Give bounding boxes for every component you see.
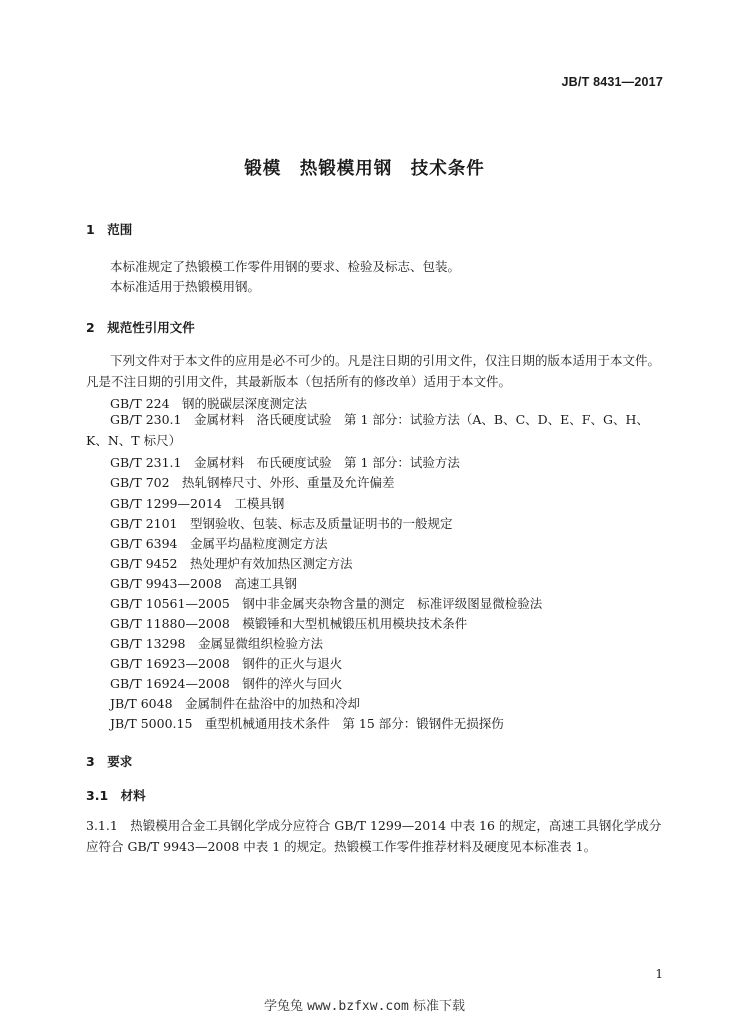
reference-item: GB/T 9943—2008 高速工具钢 (110, 576, 297, 591)
reference-item: GB/T 1299—2014 工模具钢 (110, 496, 285, 511)
section-1-heading: 1 范围 (86, 222, 133, 237)
footer-site-name: 学兔兔 (263, 999, 303, 1014)
footer-url[interactable]: www.bzfxw.com (307, 999, 409, 1014)
reference-item: GB/T 9452 热处理炉有效加热区测定方法 (110, 556, 353, 571)
reference-item: GB/T 2101 型钢验收、包装、标志及质量证明书的一般规定 (110, 516, 453, 531)
section-2-intro: 下列文件对于本文件的应用是必不可少的。凡是注日期的引用文件，仅注日期的版本适用于本文件。凡是不注日期的引用文件，其最新版本（包括所有的修改单）适用于本文件。 (86, 353, 661, 389)
footer-tagline: 标准下载 (413, 999, 466, 1014)
reference-item: GB/T 11880—2008 模锻锤和大型机械锻压机用模块技术条件 (110, 616, 468, 631)
reference-item: GB/T 231.1 金属材料 布氏硬度试验 第 1 部分：试验方法 (110, 455, 460, 470)
reference-item: GB/T 224 钢的脱碳层深度测定法 (110, 396, 308, 411)
section-3-1-heading: 3.1 材料 (86, 788, 146, 803)
reference-item: JB/T 6048 金属制件在盐浴中的加热和冷却 (110, 696, 361, 711)
reference-item: GB/T 6394 金属平均晶粒度测定方法 (110, 536, 328, 551)
section-1-paragraph-2: 本标准适用于热锻模用钢。 (110, 279, 261, 294)
reference-item: GB/T 16924—2008 钢件的淬火与回火 (110, 676, 343, 691)
footer-watermark[interactable] (0, 995, 729, 1014)
reference-item: GB/T 230.1 金属材料 洛氏硬度试验 第 1 部分：试验方法（A、B、C、D、E、F、G、H、K、N、T 标尺） (86, 412, 649, 448)
section-2-heading: 2 规范性引用文件 (86, 320, 195, 335)
standard-number: JB/T 8431—2017 (561, 75, 663, 89)
clause-3-1-1: 3.1.1 热锻模用合金工具钢化学成分应符合 GB/T 1299—2014 中表 16 的规定，高速工具钢化学成分应符合 GB/T 9943—2008 中表 1 的规定。热锻模工作零件推荐材料及硬度见本标准表 1。 (86, 818, 662, 854)
reference-item: GB/T 702 热轧钢棒尺寸、外形、重量及允许偏差 (110, 475, 395, 490)
reference-item: JB/T 5000.15 重型机械通用技术条件 第 15 部分：锻钢件无损探伤 (110, 716, 504, 731)
reference-item: GB/T 16923—2008 钢件的正火与退火 (110, 656, 343, 671)
section-1-paragraph-1: 本标准规定了热锻模工作零件用钢的要求、检验及标志、包装。 (110, 259, 461, 274)
reference-item: GB/T 13298 金属显微组织检验方法 (110, 636, 323, 651)
page-number: 1 (655, 967, 663, 981)
reference-item: GB/T 10561—2005 钢中非金属夹杂物含量的测定 标准评级图显微检验法 (110, 596, 543, 611)
document-title: 锻模 热锻模用钢 技术条件 (244, 159, 485, 179)
section-3-heading: 3 要求 (86, 754, 133, 769)
